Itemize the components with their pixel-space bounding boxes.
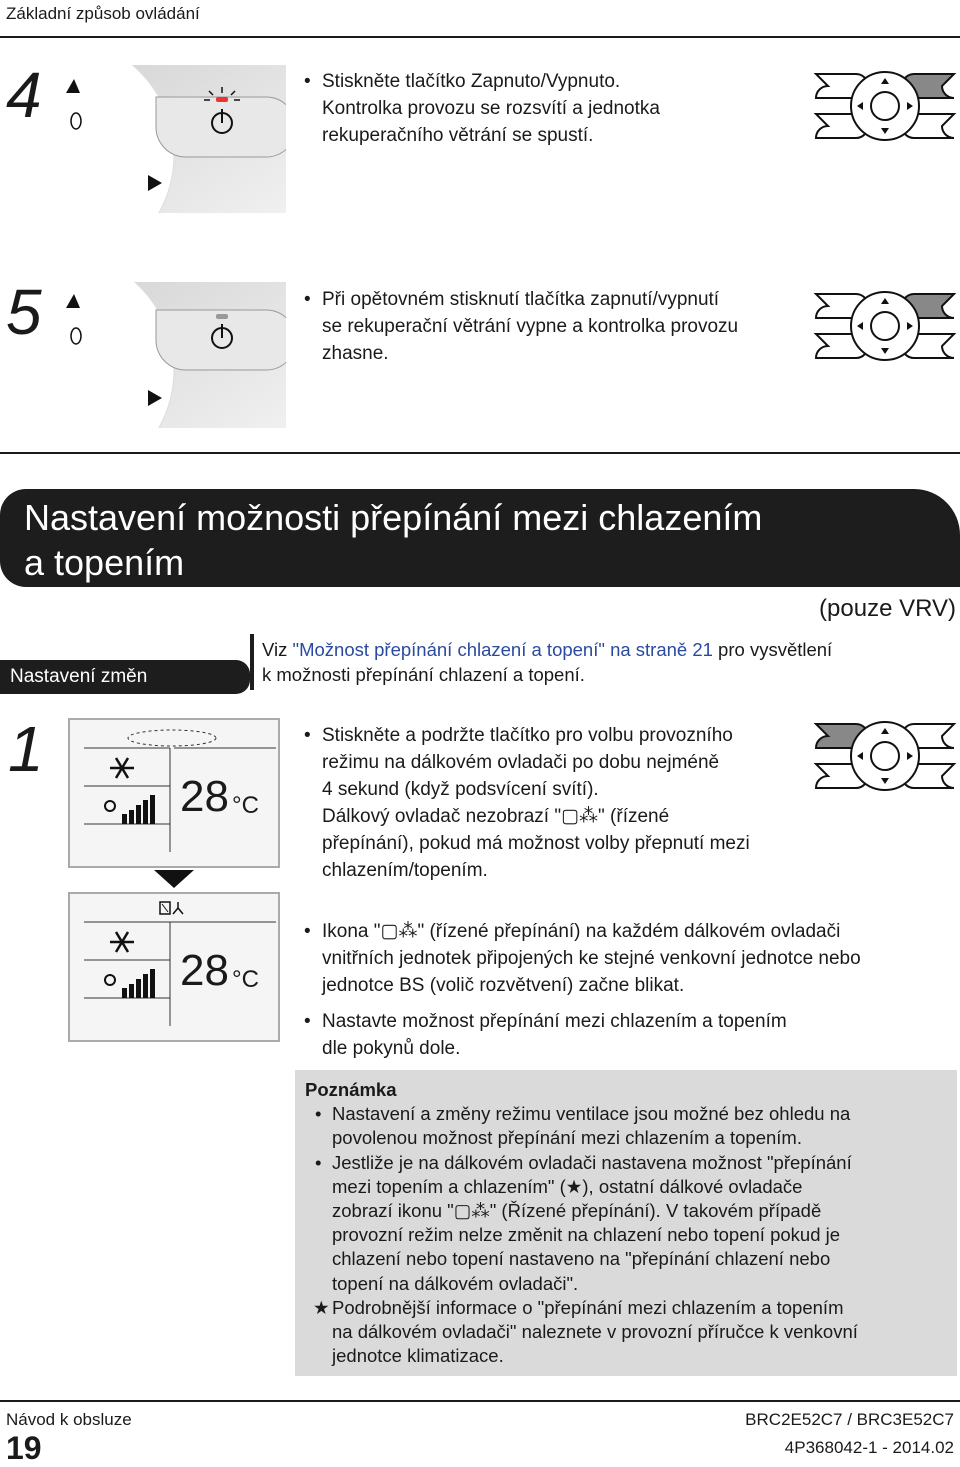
section-title-line: a topením [24,542,185,583]
list-item: • Při opětovném stisknutí tlačítka zapnutí/vypnutí se rekuperační větrání vypne a kontrolka provozu zhasne. [300,286,800,367]
temperature-unit: °C [232,792,259,819]
lcd-display-after [68,892,280,1042]
reference-text: Viz "Možnost přepínání chlazení a topení" na straně 21 pro vysvětlení k možnosti přepínání chlazení a topení. [262,639,833,685]
footer-rule [0,1400,960,1402]
vrv-only-label: (pouze VRV) [819,595,956,622]
list-item: • Jestliže je na dálkovém ovladači nastavena možnost "přepínání mezi topením a chlazením" (★), ostatní dálkové ovladače zobrazí ikonu "▢⁂" (Řízené přepínání). V takovém případě provozní režim nelze změnit na chlazení nebo topení pokud je chlazení nebo topení nastaveno na "přepínání chlazení nebo topení na dálkovém ovladači". [305,1151,947,1296]
list-item: • Nastavení a změny režimu ventilace jsou možné bez ohledu na povolenou možnost přepínání mezi chlazením a topením. [305,1102,947,1150]
settings-tab-label: Nastavení změn [0,660,250,694]
list-item: ★ Podrobnější informace o "přepínání mezi chlazením a topením na dálkovém ovladači" naleznete v provozní příručce k venkovní jednotce klimatizace. [305,1296,947,1369]
note-box [295,1070,957,1376]
keypad-diagram-power [812,70,958,142]
forced-switch-icon [160,902,183,914]
remote-illustration-off [66,282,286,428]
reference-bar [250,634,254,690]
step5-instructions [300,286,800,367]
section-title-banner [0,489,960,587]
fan-speed-icon [105,969,155,998]
section-rule [0,452,960,454]
section-title-line: Nastavení možnosti přepínání mezi chlazením [24,497,763,538]
page-number: 19 [6,1430,42,1466]
keypad-diagram-power [812,290,958,362]
temperature-unit: °C [232,966,259,993]
remote-illustration-on [66,65,286,213]
list-item: • Stiskněte tlačítko Zapnuto/Vypnuto. Kontrolka provozu se rozsvítí a jednotka rekuperačního větrání se spustí. [300,68,770,149]
header-rule [0,36,960,38]
step-number: 5 [6,276,42,348]
snowflake-icon [110,932,134,952]
page-reference-link[interactable]: "Možnost přepínání chlazení a topení" na straně 21 [292,639,713,660]
step-number: 1 [8,713,44,785]
lcd-display-before [68,718,280,868]
step4-instructions [300,68,770,149]
temperature-value: 28 [180,946,229,995]
keypad-diagram-mode [812,720,958,792]
temperature-value: 28 [180,772,229,821]
step1-instructions-a [300,722,820,884]
list-item: • Stiskněte a podržte tlačítko pro volbu provozního režimu na dálkovém ovladači po dobu nejméně 4 sekund (když podsvícení svítí). Dálkový ovladač nezobrazí "▢⁂" (řízené přepínání), pokud má možnost volby přepnutí mezi chlazením/topením. [300,722,820,884]
document-code: 4P368042-1 - 2014.02 [784,1438,954,1457]
section-header: Základní způsob ovládání [6,4,200,23]
list-item: • Ikona "▢⁂" (řízené přepínání) na každém dálkovém ovladači vnitřních jednotek připojených ke stejné venkovní jednotce nebo jednotce BS (volič rozvětvení) začne blikat. [300,918,950,999]
note-title: Poznámka [305,1079,397,1100]
snowflake-icon [110,758,134,778]
model-number: BRC2E52C7 / BRC3E52C7 [745,1410,954,1429]
list-item: • Nastavte možnost přepínání mezi chlazením a topením dle pokynů dole. [300,1008,950,1062]
manual-title: Návod k obsluze [6,1410,132,1429]
step1-instructions-b [300,918,950,1062]
fan-speed-icon [105,795,155,824]
step-number: 4 [6,59,42,131]
